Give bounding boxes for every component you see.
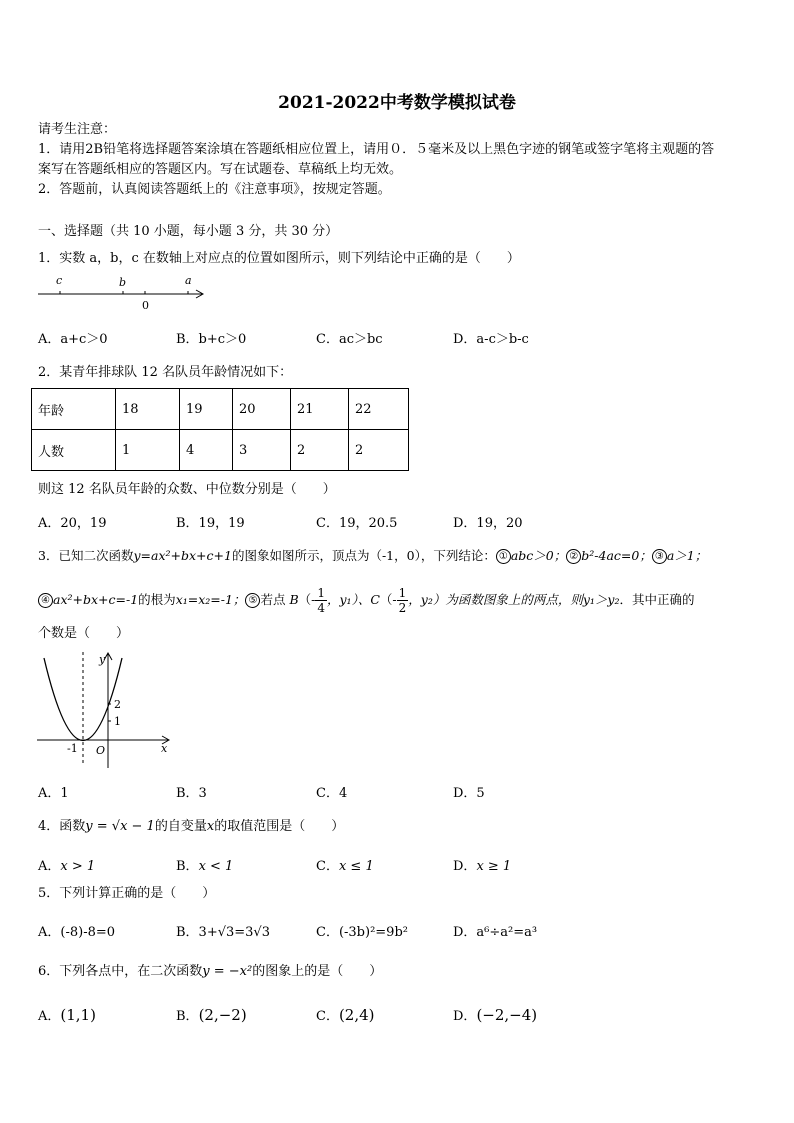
origin-label: O xyxy=(96,744,106,757)
point-b-y: ，y₁）、 xyxy=(327,592,371,607)
age-table xyxy=(31,388,409,471)
conclusion-3: a＞1； xyxy=(666,548,708,563)
table-cell: 3 xyxy=(233,430,291,471)
y-axis-label: y xyxy=(99,653,106,666)
table-cell: 21 xyxy=(291,389,349,430)
q6-function: y = −x² xyxy=(202,964,253,979)
q2-question: 则这 12 名队员年龄的众数、中位数分别是（ ） xyxy=(38,482,336,497)
q1-option-b: B．b+c＞0 xyxy=(176,332,247,347)
notice-heading: 请考生注意： xyxy=(38,122,117,137)
q1-option-c: C．ac＞bc xyxy=(316,332,383,347)
notice-line-1: 1．请用2B铅笔将选择题答案涂填在答题纸相应位置上，请用０．５毫米及以上黑色字迹的钢笔或签字笔将主观题的答 xyxy=(38,142,715,157)
q4-lead: 4．函数 xyxy=(38,819,86,834)
point-c: C xyxy=(370,592,380,607)
table-cell: 人数 xyxy=(32,430,116,471)
q4-option-b: B．x < 1 xyxy=(176,859,234,874)
q4-variable: x xyxy=(206,819,215,834)
q4-option-a: A．x > 1 xyxy=(38,859,96,874)
notice-line-3: 2．答题前，认真阅读答题纸上的《注意事项》，按规定答题。 xyxy=(38,182,391,197)
conclusion-3-marker: ③ xyxy=(652,549,667,564)
parabola-graph xyxy=(34,648,174,770)
fraction-c-numerator: 1 xyxy=(398,586,407,600)
label-c: c xyxy=(56,274,63,287)
q3-function: y=ax²+bx+c+1 xyxy=(133,548,232,563)
q6-option-c: C．(2,4) xyxy=(316,1006,375,1024)
x-axis-label: x xyxy=(161,742,168,755)
q4-function: y = √x − 1 xyxy=(85,819,155,834)
table-cell: 2 xyxy=(291,430,349,471)
q1-stem: 1．实数 a，b，c 在数轴上对应点的位置如图所示，则下列结论中正确的是（ ） xyxy=(38,251,520,266)
tick-label-minus-1: -1 xyxy=(67,742,78,755)
label-zero: 0 xyxy=(142,299,149,312)
table-cell: 4 xyxy=(180,430,233,471)
table-cell: 18 xyxy=(116,389,180,430)
table-row xyxy=(32,389,409,430)
q5-option-d: D．a⁶÷a²=a³ xyxy=(453,925,538,940)
conclusion-4-marker: ④ xyxy=(38,593,53,608)
q5-option-c: C．(-3b)²=9b² xyxy=(316,925,408,940)
point-c-y: ，y₂）为函数图象上的两点，则 xyxy=(408,592,583,607)
comparison: y₁＞y₂ xyxy=(582,592,620,607)
q3-line-2-end: ．其中正确的 xyxy=(619,592,695,607)
q4-option-c: C．x ≤ 1 xyxy=(316,859,374,874)
q6-option-a: A．(1,1) xyxy=(38,1006,96,1024)
q3-lead: 3．已知二次函数 xyxy=(38,548,134,563)
q2-option-b: B．19，19 xyxy=(176,516,245,531)
point-b: B xyxy=(289,592,299,607)
q3-line-1 xyxy=(38,547,707,565)
conclusion-4-text: 的根为 xyxy=(138,592,176,607)
q2-stem: 2．某青年排球队 12 名队员年龄情况如下： xyxy=(38,365,293,380)
fraction-b-denominator: 4 xyxy=(317,601,325,615)
conclusion-1: abc＞0； xyxy=(510,548,567,563)
q3-option-d: D．5 xyxy=(453,786,485,801)
conclusion-5-marker: ⑤ xyxy=(245,593,260,608)
table-cell: 22 xyxy=(349,389,409,430)
conclusion-2-marker: ② xyxy=(566,549,581,564)
conclusion-1-marker: ① xyxy=(496,549,511,564)
q6-option-d: D．(−2,−4) xyxy=(453,1006,538,1024)
label-a: a xyxy=(185,274,192,287)
table-cell: 1 xyxy=(116,430,180,471)
q1-option-a: A．a+c＞0 xyxy=(38,332,108,347)
notice-line-2: 案写在答题纸相应的答题区内。写在试题卷、草稿纸上均无效。 xyxy=(38,162,403,177)
table-row xyxy=(32,430,409,471)
section-heading: 一、选择题（共 10 小题，每小题 3 分，共 30 分） xyxy=(38,224,339,239)
q1-option-d: D．a-c＞b-c xyxy=(453,332,529,347)
table-cell: 年龄 xyxy=(32,389,116,430)
fraction-c xyxy=(397,586,409,615)
table-cell: 20 xyxy=(233,389,291,430)
q2-option-a: A．20，19 xyxy=(38,516,107,531)
q6-option-b: B．(2,−2) xyxy=(176,1006,247,1024)
conclusion-4-equation: ax²+bx+c=-1 xyxy=(53,592,139,607)
q3-option-b: B．3 xyxy=(176,786,207,801)
table-cell: 19 xyxy=(180,389,233,430)
q6-end: 的图象上的是（ ） xyxy=(252,964,383,979)
table-cell: 2 xyxy=(349,430,409,471)
q4-end: 的取值范围是（ ） xyxy=(214,819,345,834)
q3-line-3: 个数是（ ） xyxy=(38,626,130,641)
q6-stem xyxy=(38,963,382,981)
fraction-b-numerator: 1 xyxy=(317,586,325,600)
tick-label-2: 2 xyxy=(114,698,121,711)
q6-lead: 6．下列各点中，在二次函数 xyxy=(38,964,203,979)
q3-option-c: C．4 xyxy=(316,786,348,801)
number-line-figure xyxy=(36,272,208,312)
conclusion-5-lead: 若点 xyxy=(260,592,286,607)
q4-text: 的自变量 xyxy=(154,819,207,834)
conclusion-4-roots: x₁=x₂=-1； xyxy=(175,592,246,607)
q5-option-a: A．(-8)-8=0 xyxy=(38,925,116,940)
q3-option-a: A．1 xyxy=(38,786,69,801)
q3-line-2: ④ ax²+bx+c=-1的根为x₁=x₂=-1； ⑤ 若点 B（- $\frac{1}{4}$ ，y₁）、C（- $\frac{1}{2}$ ，y₂）为函数图象上的两点，则y₁＞y₂．其中正确的 xyxy=(38,580,695,620)
tick-label-1: 1 xyxy=(114,715,121,728)
q5-stem: 5．下列计算正确的是（ ） xyxy=(38,886,216,901)
page-title: 2021-2022中考数学模拟试卷 xyxy=(278,93,516,113)
label-b: b xyxy=(119,276,127,289)
fraction-b xyxy=(315,586,327,615)
q4-option-d: D．x ≥ 1 xyxy=(453,859,512,874)
q4-stem xyxy=(38,818,344,836)
fraction-c-denominator: 2 xyxy=(398,601,407,615)
conclusion-2: b²-4ac=0； xyxy=(581,548,652,563)
q2-option-d: D．19，20 xyxy=(453,516,523,531)
q2-option-c: C．19，20.5 xyxy=(316,516,398,531)
q5-option-b: B．3+√3=3√3 xyxy=(176,925,270,940)
q3-vertex-text: 的图象如图所示，顶点为（-1，0），下列结论： xyxy=(231,548,496,563)
